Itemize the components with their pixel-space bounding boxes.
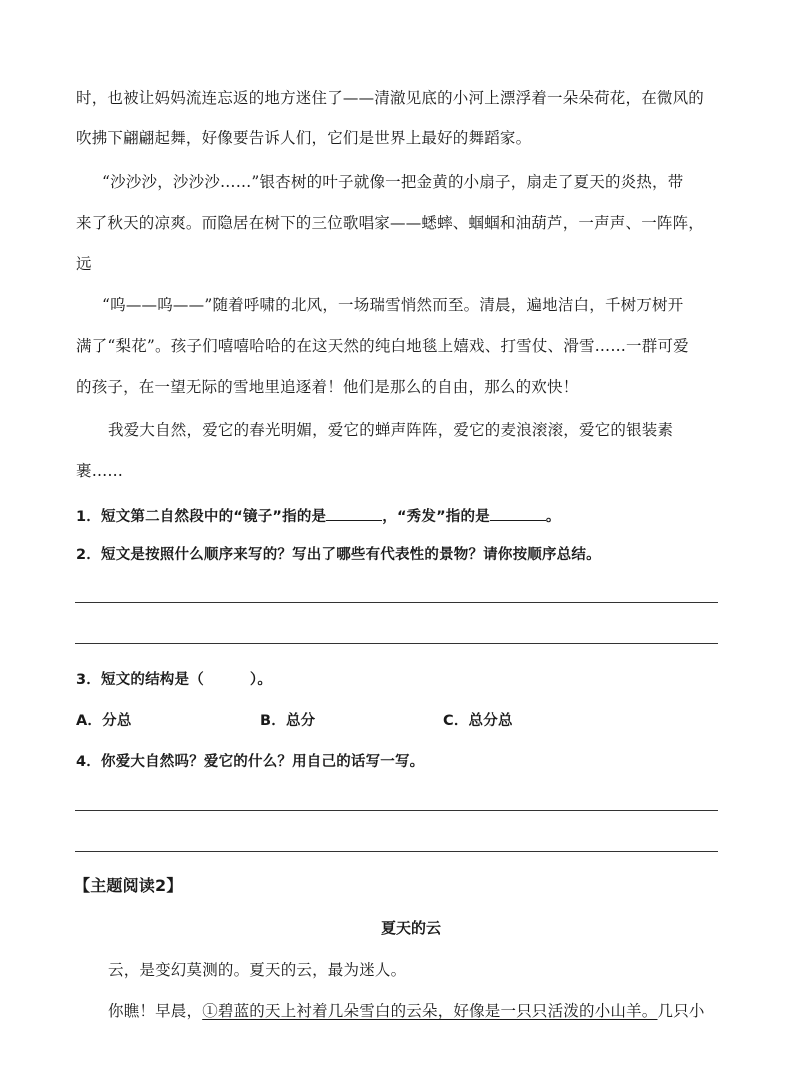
option-b[interactable]: B．总分 [260,713,316,729]
question-3-text: 3．短文的结构是（ [76,672,204,688]
answer-line[interactable] [75,810,718,811]
question-1-text-2: ，“秀发”指的是 [382,509,490,525]
passage-line: 来了秋天的凉爽。而隐居在树下的三位歌唱家——蟋蟀、蝈蝈和油葫芦，一声声、一阵阵， [76,214,705,232]
answer-blank-hair[interactable] [490,506,546,521]
passage-line: 时，也被让妈妈流连忘返的地方迷住了——清澈见底的小河上漂浮着一朵朵荷花，在微风的 [76,89,705,107]
article-title: 夏天的云 [380,919,441,937]
question-1-text: 1．短文第二自然段中的“镜子”指的是 [76,509,327,525]
answer-line[interactable] [75,602,718,603]
passage-line: “呜——呜——”随着呼啸的北风，一场瑞雪悄然而至。清晨，遍地洁白，千树万树开 [102,296,684,314]
answer-blank-mirror[interactable] [326,506,382,521]
passage-line: 远 [76,255,92,273]
passage-text: 几只小 [657,1002,705,1020]
option-c[interactable]: C．总分总 [443,713,513,729]
passage-line: 我爱大自然，爱它的春光明媚，爱它的蝉声阵阵，爱它的麦浪滚滚，爱它的银装素 [108,421,674,439]
question-1 [76,506,721,527]
section-heading: 【主题阅读2】 [74,876,183,895]
question-4: 4．你爱大自然吗？爱它的什么？用自己的话写一写。 [76,754,425,770]
passage-line [108,1001,753,1021]
question-3-end: ）。 [249,672,273,688]
passage-text: 你瞧！早晨， [108,1002,203,1020]
option-a[interactable]: A．分总 [76,713,132,729]
passage-line: 的孩子，在一望无际的雪地里追逐着！他们是那么的自由，那么的欢快！ [76,378,579,396]
question-1-end: 。 [545,509,561,525]
passage-line: 吹拂下翩翩起舞，好像要告诉人们，它们是世界上最好的舞蹈家。 [76,129,532,147]
passage-line: 满了“梨花”。孩子们嘻嘻哈哈的在这天然的纯白地毯上嬉戏、打雪仗、滑雪……一群可爱 [76,337,689,355]
question-2: 2．短文是按照什么顺序来写的？写出了哪些有代表性的景物？请你按顺序总结。 [76,547,601,563]
answer-line[interactable] [75,643,718,644]
passage-line: 裹…… [76,462,124,480]
passage-line: 云，是变幻莫测的。夏天的云，最为迷人。 [108,961,407,979]
passage-line: “沙沙沙，沙沙沙……”银杏树的叶子就像一把金黄的小扇子，扇走了夏天的炎热，带 [102,173,684,191]
question-3 [76,670,721,690]
underlined-sentence: ①碧蓝的天上衬着几朵雪白的云朵，好像是一只只活泼的小山羊。 [202,1002,658,1020]
answer-line[interactable] [75,851,718,852]
